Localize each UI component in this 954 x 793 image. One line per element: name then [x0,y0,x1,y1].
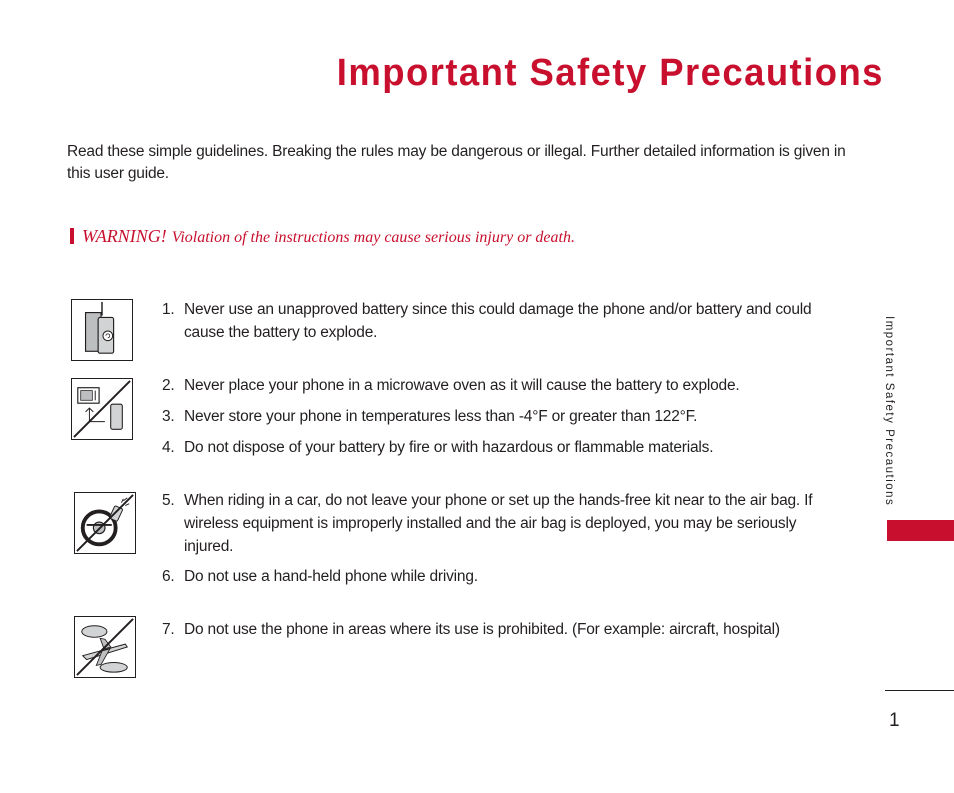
precaution-item-6: 6. Do not use a hand-held phone while driving. [162,568,478,585]
battery-phone-icon [71,299,133,361]
precaution-item-7: 7. Do not use the phone in areas where its use is prohibited. (For example: aircraft, hospital) [162,621,780,638]
microwave-prohibited-icon [71,378,133,440]
precaution-item-3: 3. Never store your phone in temperatures less than -4°F or greater than 122°F. [162,408,698,425]
page-title: Important Safety Precautions [336,52,884,94]
footer-rule [885,690,954,691]
precaution-item-2: 2. Never place your phone in a microwave oven as it will cause the battery to explode. [162,377,740,394]
intro-paragraph: Read these simple guidelines. Breaking the rules may be dangerous or illegal. Further detailed information is given in this user guide. [67,143,846,182]
warning-label: WARNING! [82,226,167,246]
page-number: 1 [889,710,900,731]
section-tab-marker [887,520,954,541]
airbag-prohibited-icon [74,492,136,554]
precaution-item-4: 4. Do not dispose of your battery by fire or with hazardous or flammable materials. [162,439,714,456]
section-side-label: Important Safety Precautions [883,316,895,507]
precaution-item-5: 5. When riding in a car, do not leave your phone or set up the hands-free kit near to the air bag. If wireless equipment is improperly installed and the air bag is deployed, you may be seriously injured. [162,492,813,555]
aircraft-prohibited-icon [74,616,136,678]
warning-note [70,226,575,247]
warning-bar [70,228,74,244]
precaution-item-1: 1. Never use an unapproved battery since this could damage the phone and/or battery and could cause the battery to explode. [162,301,812,341]
warning-text: Violation of the instructions may cause serious injury or death. [171,229,575,246]
